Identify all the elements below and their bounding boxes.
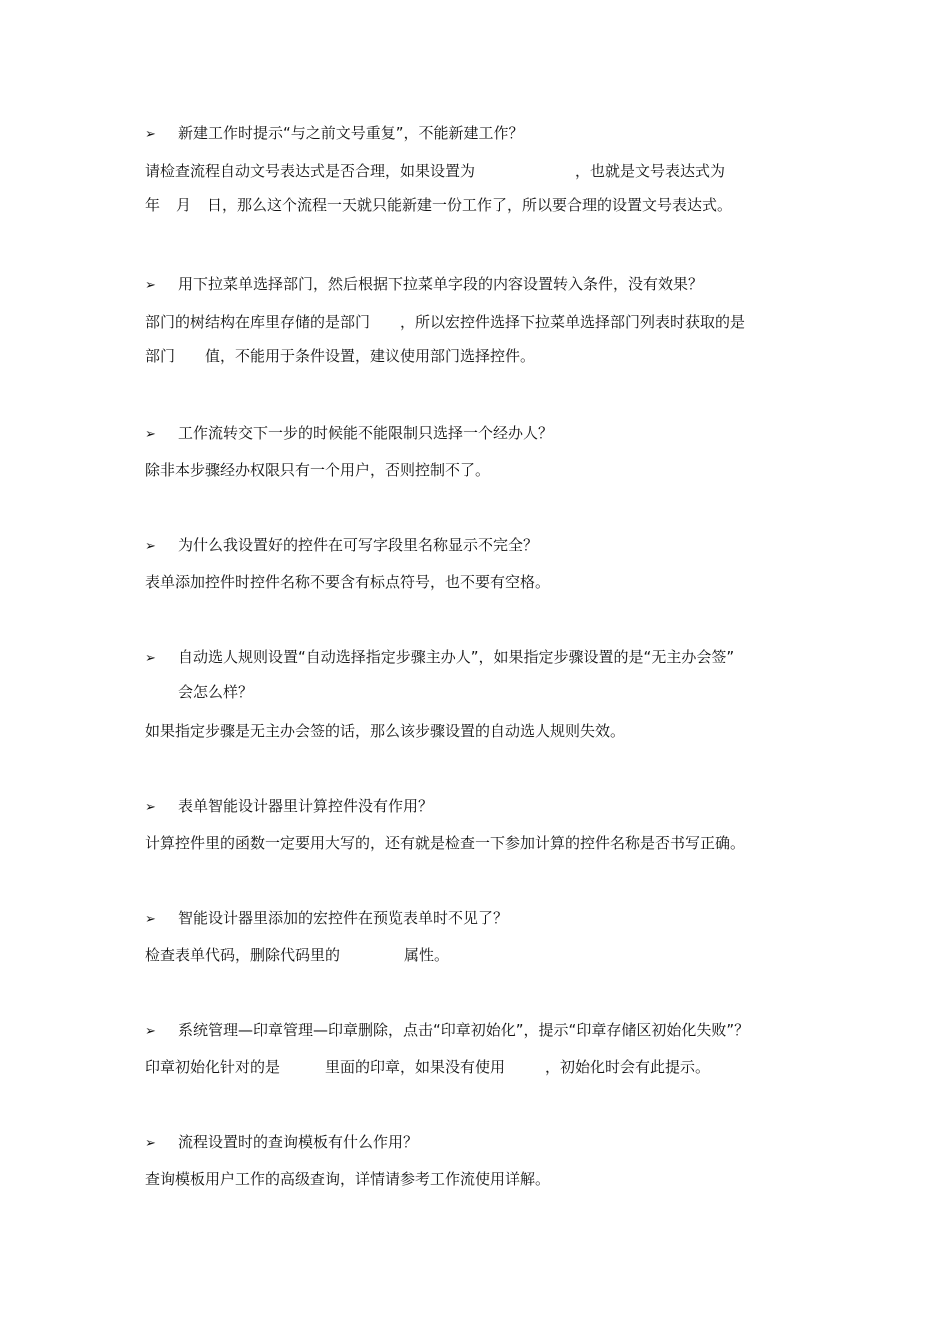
arrow-bullet-icon: ➢: [145, 427, 156, 442]
faq-answer: [145, 833, 825, 853]
answer-text: 检查表单代码，删除代码里的: [145, 946, 341, 964]
answer-text: 印章初始化针对的是: [145, 1058, 281, 1076]
question-text: 系统管理—印章管理—印章删除，点击“印章初始化”，提示“印章存储区初始化失败”？: [178, 1021, 750, 1039]
faq-question: [145, 647, 825, 702]
answer-text: 请检查流程自动文号表达式是否合理，如果设置为: [145, 162, 476, 180]
question-text: 流程设置时的查询模板有什么作用？: [178, 1133, 419, 1151]
faq-question: [145, 423, 825, 445]
arrow-bullet-icon: ➢: [145, 1136, 156, 1151]
faq-question: [145, 274, 825, 296]
answer-text: 计算控件里的函数一定要用大写的，还有就是检查一下参加计算的控件名称是否书写正确。: [145, 834, 746, 852]
question-text: 智能设计器里添加的宏控件在预览表单时不见了？: [178, 909, 509, 927]
question-text: 工作流转交下一步的时候能不能限制只选择一个经办人？: [178, 424, 554, 442]
answer-text: 查询模板用户工作的高级查询，详情请参考工作流使用详解。: [145, 1170, 551, 1188]
faq-answer: [145, 1057, 825, 1077]
faq-answer: [145, 572, 825, 592]
arrow-bullet-icon: ➢: [145, 278, 156, 293]
question-text: 新建工作时提示“与之前文号重复”，不能新建工作？: [178, 124, 524, 142]
answer-text: 部门: [145, 347, 176, 365]
faq-question: [145, 1132, 825, 1154]
answer-text: 年: [145, 196, 161, 214]
faq-question: [145, 796, 825, 818]
faq-answer: [145, 721, 825, 741]
question-text: 表单智能设计器里计算控件没有作用？: [178, 797, 434, 815]
arrow-bullet-icon: ➢: [145, 912, 156, 927]
answer-text: 如果指定步骤是无主办会签的话，那么该步骤设置的自动选人规则失效。: [145, 722, 626, 740]
arrow-bullet-icon: ➢: [145, 651, 156, 666]
arrow-bullet-icon: ➢: [145, 1024, 156, 1039]
answer-text: ，初始化时会有此提示。: [545, 1058, 711, 1076]
question-text: 为什么我设置好的控件在可写字段里名称显示不完全？: [178, 536, 539, 554]
answer-text: 部门的树结构在库里存储的是部门: [145, 313, 371, 331]
question-text: 用下拉菜单选择部门，然后根据下拉菜单字段的内容设置转入条件，没有效果？: [178, 275, 704, 293]
answer-text: 日，那么这个流程一天就只能新建一份工作了，所以要合理的设置文号表达式。: [207, 196, 733, 214]
faq-question: [145, 123, 825, 145]
arrow-bullet-icon: ➢: [145, 539, 156, 554]
answer-text: 表单添加控件时控件名称不要含有标点符号，也不要有空格。: [145, 573, 551, 591]
question-text: 自动选人规则设置“自动选择指定步骤主办人”，如果指定步骤设置的是“无主办会签”: [178, 648, 735, 666]
answer-text: 月: [176, 196, 192, 214]
arrow-bullet-icon: ➢: [145, 127, 156, 142]
faq-question: [145, 1020, 825, 1042]
answer-text: 里面的印章，如果没有使用: [325, 1058, 506, 1076]
faq-question: [145, 908, 825, 930]
answer-text: 值，不能用于条件设置，建议使用部门选择控件。: [205, 347, 536, 365]
question-text-continued: 会怎么样？: [178, 683, 254, 701]
answer-text: 除非本步骤经办权限只有一个用户，否则控制不了。: [145, 461, 491, 479]
faq-question: [145, 535, 825, 557]
faq-answer: [145, 312, 825, 366]
arrow-bullet-icon: ➢: [145, 800, 156, 815]
answer-text: ，也就是文号表达式为: [575, 162, 726, 180]
answer-text: 属性。: [404, 946, 450, 964]
answer-text: ，所以宏控件选择下拉菜单选择部门列表时获取的是: [400, 313, 746, 331]
faq-answer: [145, 1169, 825, 1189]
faq-answer: [145, 460, 825, 480]
faq-answer: [145, 945, 825, 965]
faq-answer: [145, 161, 825, 215]
